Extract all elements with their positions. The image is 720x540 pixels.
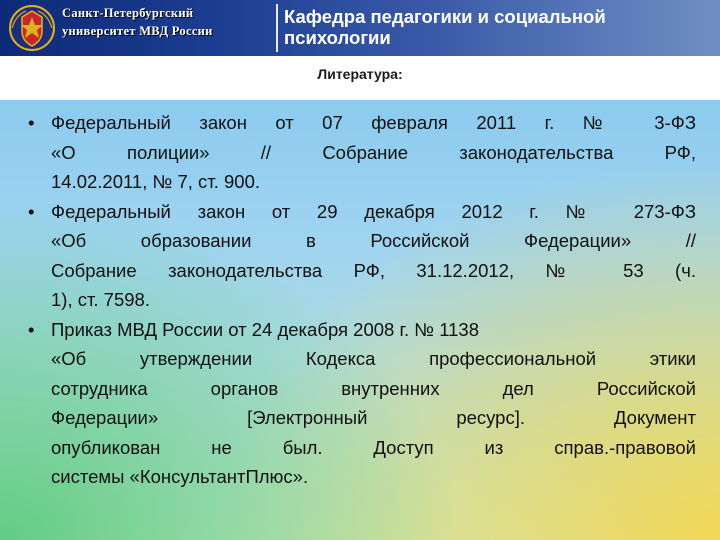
reference-line: опубликован не был. Доступ из справ.-правовой: [51, 436, 696, 458]
reference-line: сотрудника органов внутренних дел Российской: [51, 377, 696, 399]
section-title: Литература:: [317, 66, 403, 82]
reference-item: [24, 315, 696, 492]
reference-line: «Об утверждении Кодекса профессиональной этики: [51, 348, 696, 369]
header-divider: [276, 4, 278, 52]
reference-line: «О полиции» // Собрание законодательства РФ,: [51, 141, 696, 163]
university-line-2: университет МВД России: [62, 24, 213, 38]
bullet-icon: •: [28, 318, 35, 340]
university-name: [62, 4, 272, 48]
bullet-icon: •: [28, 200, 35, 222]
reference-item: [24, 108, 696, 197]
reference-line: Приказ МВД России от 24 декабря 2008 г. № 1138: [51, 318, 480, 340]
reference-line: Федеральный закон от 29 декабря 2012 г. № 273-ФЗ: [51, 200, 696, 222]
reference-list: [24, 108, 696, 492]
reference-line: Федерации» [Электронный ресурс]. Документ: [51, 407, 696, 428]
police-academy-emblem-icon: [6, 3, 58, 53]
reference-line: 14.02.2011, № 7, ст. 900.: [51, 171, 261, 192]
reference-item: [24, 197, 696, 315]
reference-line: Федеральный закон от 07 февраля 2011 г. № 3-ФЗ: [51, 112, 696, 133]
department-title: [284, 6, 714, 48]
reference-line: 1), ст. 7598.: [51, 289, 150, 310]
university-line-1: Санкт-Петербургский: [62, 6, 194, 20]
department-line-2: психологии: [284, 27, 391, 48]
reference-line: «Об образовании в Российской Федерации» //: [51, 230, 696, 251]
reference-line: системы «КонсультантПлюс».: [51, 466, 309, 487]
reference-line: Собрание законодательства РФ, 31.12.2012, № 53 (ч.: [51, 259, 696, 281]
department-line-1: Кафедра педагогики и социальной: [284, 6, 606, 27]
bullet-icon: •: [28, 112, 35, 133]
header-banner: [0, 0, 720, 56]
